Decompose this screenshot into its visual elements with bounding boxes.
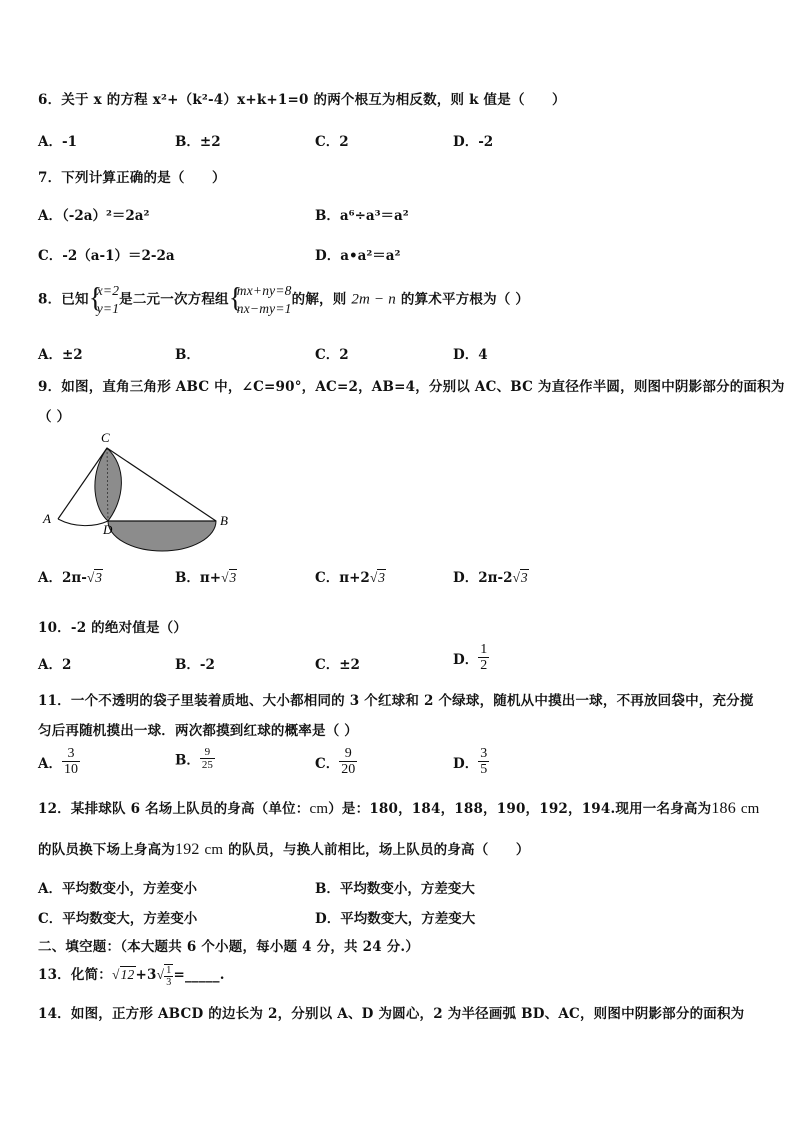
q10-stem: 10．-2 的绝对值是（） [38, 620, 188, 636]
q6-option-c: C．2 [315, 134, 349, 150]
q13-stem [38, 963, 225, 988]
q9-option-a [38, 566, 103, 586]
q11-option-a [38, 746, 80, 778]
q12-stem2a: 的队员换下场上身高为 [38, 842, 175, 858]
q10-option-a: A．2 [38, 657, 72, 673]
q8-prefix: 8．已知 [38, 291, 89, 308]
q12-stem-line2 [38, 838, 530, 859]
q6-option-d: D．-2 [453, 134, 494, 150]
q13-plus: +3 [135, 967, 157, 983]
q9-option-c-pre: C．π+2 [315, 570, 370, 586]
q9-shaded-lower-semicircle [108, 521, 216, 551]
q9-option-a-pre: A．2π- [38, 570, 87, 586]
q11-d-num: 3 [480, 746, 488, 761]
q11-option-a-fraction [62, 746, 80, 778]
q10-option-d [453, 642, 489, 674]
q9-option-d-rad: 3 [520, 570, 528, 585]
q11-stem-line2: 匀后再随机摸出一球．两次都摸到红球的概率是（ ） [38, 723, 358, 739]
q12-option-c: C．平均数变大，方差变小 [38, 911, 198, 927]
q13-frac-den: 3 [166, 976, 172, 988]
q6-option-b: B．±2 [175, 134, 221, 150]
q11-stem-line1: 11．一个不透明的袋子里装着质地、大小都相同的 3 个红球和 2 个绿球，随机从中摸出一球，不再放回袋中，充分搅 [38, 693, 754, 709]
q11-option-d-fraction [478, 746, 489, 778]
q11-b-num: 9 [200, 746, 215, 759]
q12-height-192: 192 [175, 841, 200, 858]
q8-option-d: D．4 [453, 347, 488, 363]
q13-sqrt-12: √12 [112, 967, 135, 982]
q8-equation-system: { mx+ny=8 nx−my=1 [229, 282, 292, 318]
q9-label-c: C [101, 430, 110, 445]
q10-option-b: B．-2 [175, 657, 215, 673]
q8-suffix2: 的算术平方根为（ ） [400, 291, 530, 308]
q9-stem-paren: （ ） [38, 409, 71, 425]
q12-stem-line1 [38, 797, 760, 818]
q10-option-d-label: D． [453, 651, 479, 668]
q12-option-d: D．平均数变大，方差变大 [315, 911, 476, 927]
q13-sqrt-frac: √ $\frac{1}{3}$ [156, 964, 172, 988]
q9-option-a-rad: 3 [95, 570, 103, 585]
q8-option-a: A．±2 [38, 347, 83, 363]
q12-stem2b: 的队员，与换人前相比，场上队员的身高（ ） [228, 842, 530, 858]
q12-unit-2: cm [740, 801, 760, 817]
q8-solution-system: { x=2 y=1 [89, 282, 119, 318]
q11-a-den: 10 [63, 762, 78, 778]
q9-option-a-sqrt: √3 [86, 570, 103, 585]
q8-option-b: B． [175, 347, 200, 363]
q10-frac-den: 2 [480, 658, 488, 674]
q8-option-c: C．2 [315, 347, 349, 363]
q12-height-186: 186 [711, 800, 736, 817]
q11-b-den: 25 [201, 759, 213, 772]
q9-option-b [175, 566, 237, 586]
q9-side-cb [107, 448, 216, 521]
q11-option-c-fraction [339, 746, 357, 778]
q13-pre: 13．化简： [38, 967, 112, 983]
q11-option-d [453, 746, 489, 778]
q11-c-num: 9 [339, 746, 357, 762]
q9-label-d: D [103, 522, 113, 537]
q11-option-b-fraction [200, 746, 215, 771]
q9-option-c-sqrt: √3 [369, 570, 386, 585]
q12-unit: cm [309, 801, 329, 817]
q10-option-d-fraction [478, 642, 489, 674]
section-2-heading: 二、填空题：（本大题共 6 个小题，每小题 4 分，共 24 分.） [38, 939, 420, 955]
q6-stem: 6．关于 x 的方程 x²+（k²-4）x+k+1=0 的两个根互为相反数，则 k 值是（ ） [38, 92, 566, 108]
q9-label-a: A [43, 511, 51, 526]
q12-option-b: B．平均数变小，方差变大 [315, 881, 475, 897]
q8-mid: 是二元一次方程组 [119, 291, 229, 308]
q10-option-c: C．±2 [315, 657, 360, 673]
q9-left-arc [58, 519, 108, 526]
q9-option-b-sqrt: √3 [221, 570, 237, 585]
q11-d-den: 5 [480, 762, 488, 778]
q8-sys2-line2: nx−my=1 [236, 301, 292, 317]
q8-suffix1: 的解，则 [291, 291, 347, 308]
q11-option-d-label: D． [453, 755, 479, 772]
q7-option-d: D．a•a²＝a² [315, 248, 401, 264]
q9-option-b-rad: 3 [229, 570, 237, 585]
q13-rad-12: 12 [120, 967, 135, 982]
q7-stem: 7．下列计算正确的是（ ） [38, 170, 226, 186]
q8-sys2-line1: mx+ny=8 [236, 283, 292, 298]
q9-stem: 9．如图，直角三角形 ABC 中，∠C=90°，AC=2，AB=4，分别以 AC、BC 为直径作半圆，则图中阴影部分的面积为 [38, 379, 785, 395]
q6-option-a: A．-1 [38, 134, 77, 150]
q9-option-c [315, 566, 386, 586]
q7-option-b: B．a⁶÷a³＝a² [315, 208, 409, 224]
q11-option-b-label: B． [175, 752, 200, 769]
q9-option-d [453, 566, 529, 586]
q11-c-den: 20 [341, 762, 356, 778]
q9-label-b: B [220, 513, 228, 528]
q7-option-a: A．（-2a）²＝2a² [38, 208, 150, 224]
q8-sys1-line2: y=1 [96, 301, 120, 317]
q9-option-b-pre: B．π+ [175, 570, 222, 586]
q13-frac-num: 1 [166, 964, 172, 976]
q8-sys1-line1: x=2 [96, 283, 120, 298]
q13-post: =_____. [173, 967, 225, 983]
q11-option-c [315, 746, 357, 778]
q12-option-a: A．平均数变小，方差变小 [38, 881, 197, 897]
q11-a-num: 3 [62, 746, 80, 762]
q11-option-a-label: A． [38, 755, 62, 772]
q7-option-c: C．-2（a-1）＝2-2a [38, 248, 175, 264]
q11-option-b [175, 746, 215, 771]
q10-frac-num: 1 [480, 642, 488, 657]
q14-stem: 14．如图，正方形 ABCD 的边长为 2，分别以 A、D 为圆心，2 为半径画弧 BD、AC，则图中阴影部分的面积为 [38, 1006, 745, 1022]
q8-expression: 2m − n [351, 291, 396, 308]
q12-stem1a: 12．某排球队 6 名场上队员的身高（单位： [38, 801, 310, 817]
q12-unit-3: cm [204, 842, 224, 858]
q11-option-c-label: C． [315, 755, 340, 772]
q9-option-d-pre: D．2π-2 [453, 570, 513, 586]
q9-option-d-sqrt: √3 [512, 570, 528, 585]
q9-option-c-rad: 3 [378, 570, 386, 585]
q9-figure [40, 428, 240, 553]
q12-stem1b: ）是：180，184，188，190，192，194.现用一名身高为 [328, 801, 712, 817]
q8-stem [38, 282, 529, 318]
